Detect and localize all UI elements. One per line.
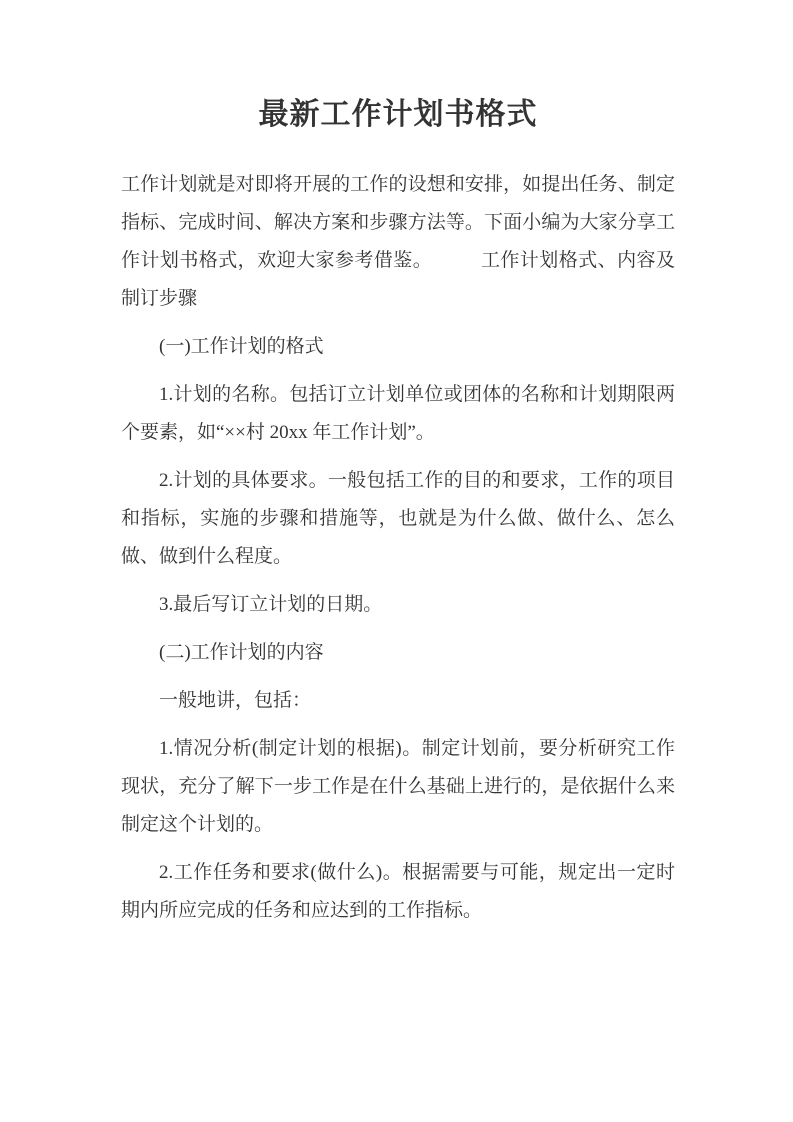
paragraph-generally-includes: 一般地讲，包括： <box>159 690 312 711</box>
paragraph-situation-analysis: 1.情况分析(制定计划的根据)。制定计划前，要分析研究工作现状，充分了解下一步工作是在什么基础上进行的，是依据什么来制定这个计划的。 <box>121 738 675 835</box>
paragraph-section-two-heading: (二)工作计划的内容 <box>159 642 324 663</box>
document-title: 最新工作计划书格式 <box>258 98 538 131</box>
paragraph-intro: 工作计划就是对即将开展的工作的设想和安排，如提出任务、制定指标、完成时间、解决方案和步骤方法等。下面小编为大家分享工作计划书格式，欢迎大家参考借鉴。 工作计划格式、内容及制订步骤 <box>121 174 675 309</box>
paragraph-section-one-heading: (一)工作计划的格式 <box>159 336 324 357</box>
paragraph-plan-requirements: 2.计划的具体要求。一般包括工作的目的和要求，工作的项目和指标，实施的步骤和措施等，也就是为什么做、做什么、怎么做、做到什么程度。 <box>121 470 675 567</box>
paragraph-plan-name: 1.计划的名称。包括订立计划单位或团体的名称和计划期限两个要素，如“××村 20xx 年工作计划”。 <box>121 384 675 443</box>
paragraph-plan-date: 3.最后写订立计划的日期。 <box>159 594 383 615</box>
paragraph-tasks-and-requirements: 2.工作任务和要求(做什么)。根据需要与可能，规定出一定时期内所应完成的任务和应达到的工作指标。 <box>121 862 675 921</box>
